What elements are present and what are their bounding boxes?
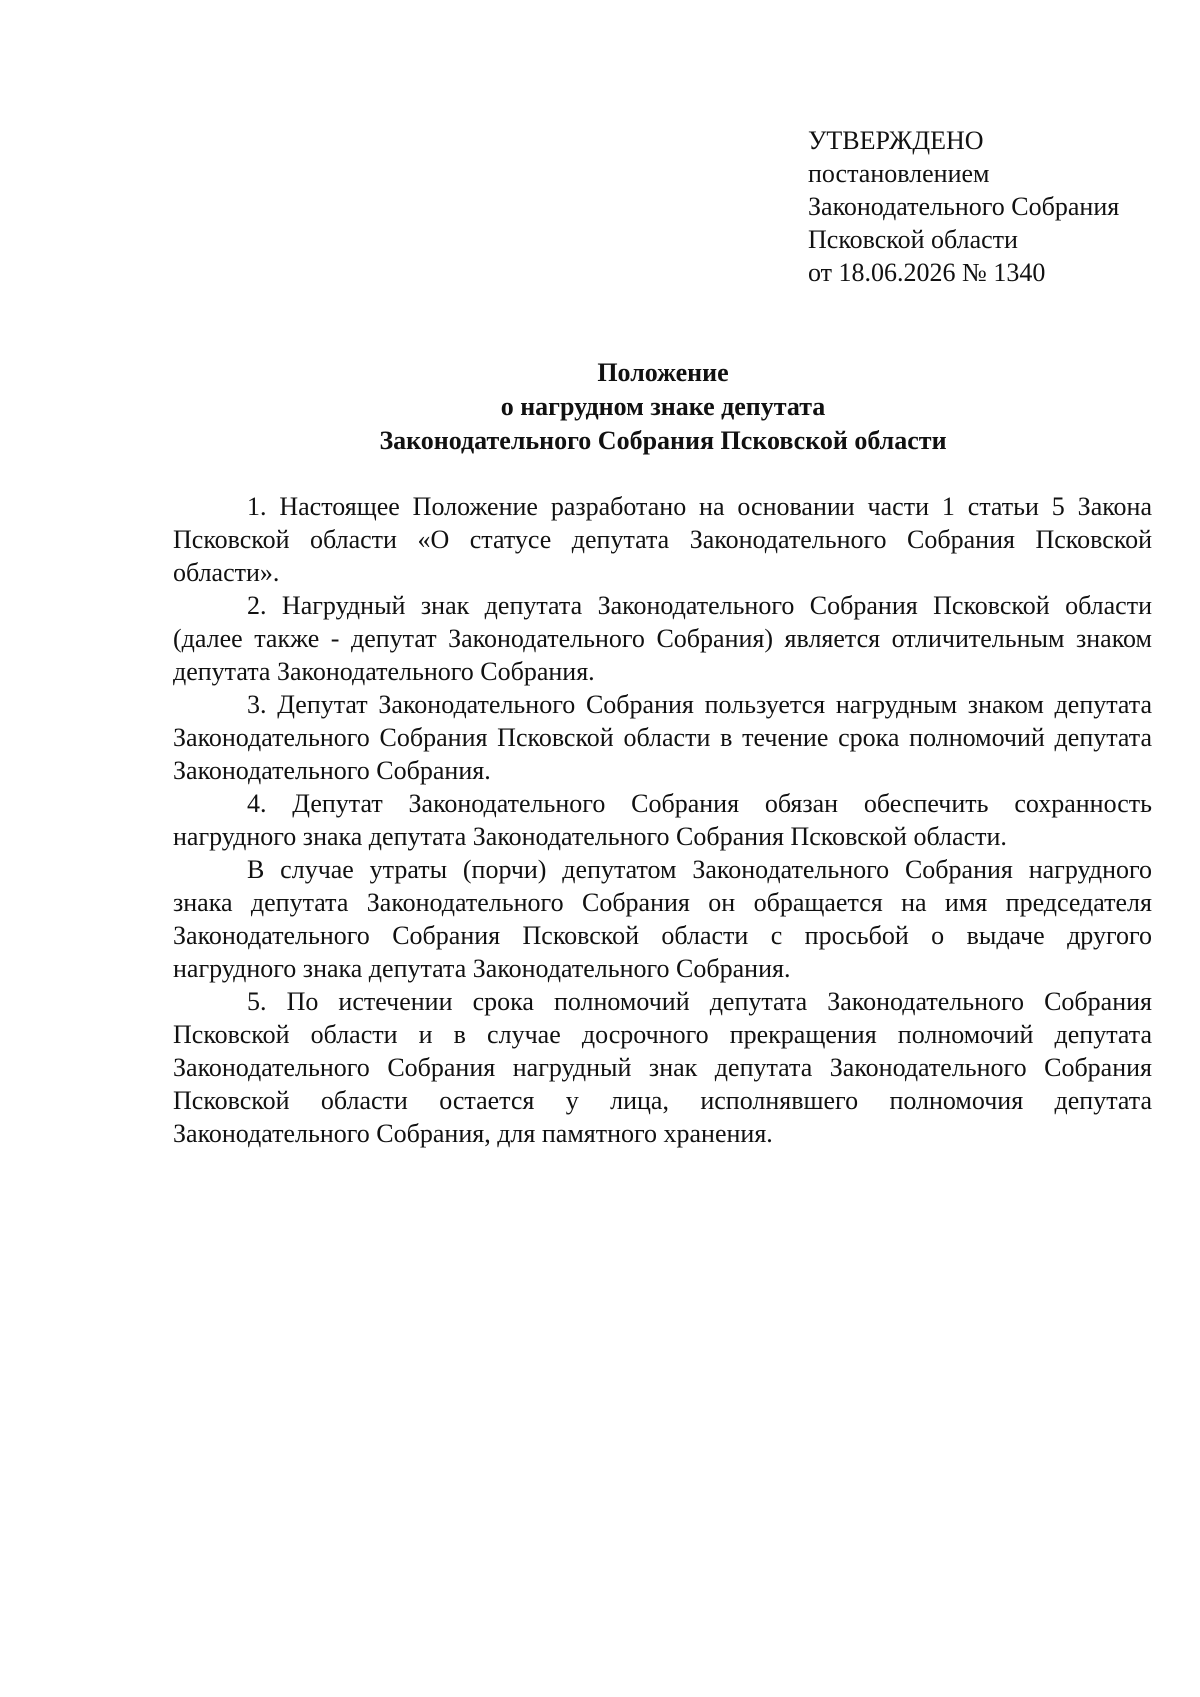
approval-line-date-number: от 18.06.2026 № 1340	[808, 258, 1046, 287]
paragraph-5: 5. По истечении срока полномочий депутата Законодательного Собрания Псковской области и в случае досрочного прекращения полномочий депутата Законодательного Собрания нагрудный знак депутата Законодательного Собрания Псковской области остается у лица, исполнявшего полномочия депутата Законодательного Собрания, для памятного хранения.	[173, 987, 1152, 1148]
paragraph-2: 2. Нагрудный знак депутата Законодательного Собрания Псковской области (далее также - депутат Законодательного Собрания) является отличительным знаком депутата Законодательного Собрания.	[173, 591, 1152, 686]
paragraph-3: 3. Депутат Законодательного Собрания пользуется нагрудным знаком депутата Законодательного Собрания Псковской области в течение срока полномочий депутата Законодательного Собрания.	[173, 690, 1152, 785]
paragraph-4: 4. Депутат Законодательного Собрания обязан обеспечить сохранность нагрудного знака депутата Законодательного Собрания Псковской области.	[173, 789, 1152, 851]
title-line-1: Положение	[597, 358, 729, 387]
approval-line-body: Законодательного Собрания	[808, 192, 1120, 221]
approval-line-approved: УТВЕРЖДЕНО	[808, 126, 984, 155]
approval-line-region: Псковской области	[808, 225, 1018, 254]
approval-line-resolution: постановлением	[808, 159, 990, 188]
title-line-2: о нагрудном знаке депутата	[500, 392, 826, 421]
paragraph-4-continued: В случае утраты (порчи) депутатом Законодательного Собрания нагрудного знака депутата Законодательного Собрания он обращается на имя председателя Законодательного Собрания Псковской области с просьбой о выдаче другого нагрудного знака депутата Законодательного Собрания.	[173, 855, 1152, 983]
approval-stamp	[808, 124, 1168, 289]
title-line-3: Законодательного Собрания Псковской области	[379, 426, 947, 455]
document-body	[173, 490, 1152, 1150]
document-title	[173, 356, 1153, 458]
paragraph-1: 1. Настоящее Положение разработано на основании части 1 статьи 5 Закона Псковской области «О статусе депутата Законодательного Собрания Псковской области».	[173, 492, 1152, 587]
